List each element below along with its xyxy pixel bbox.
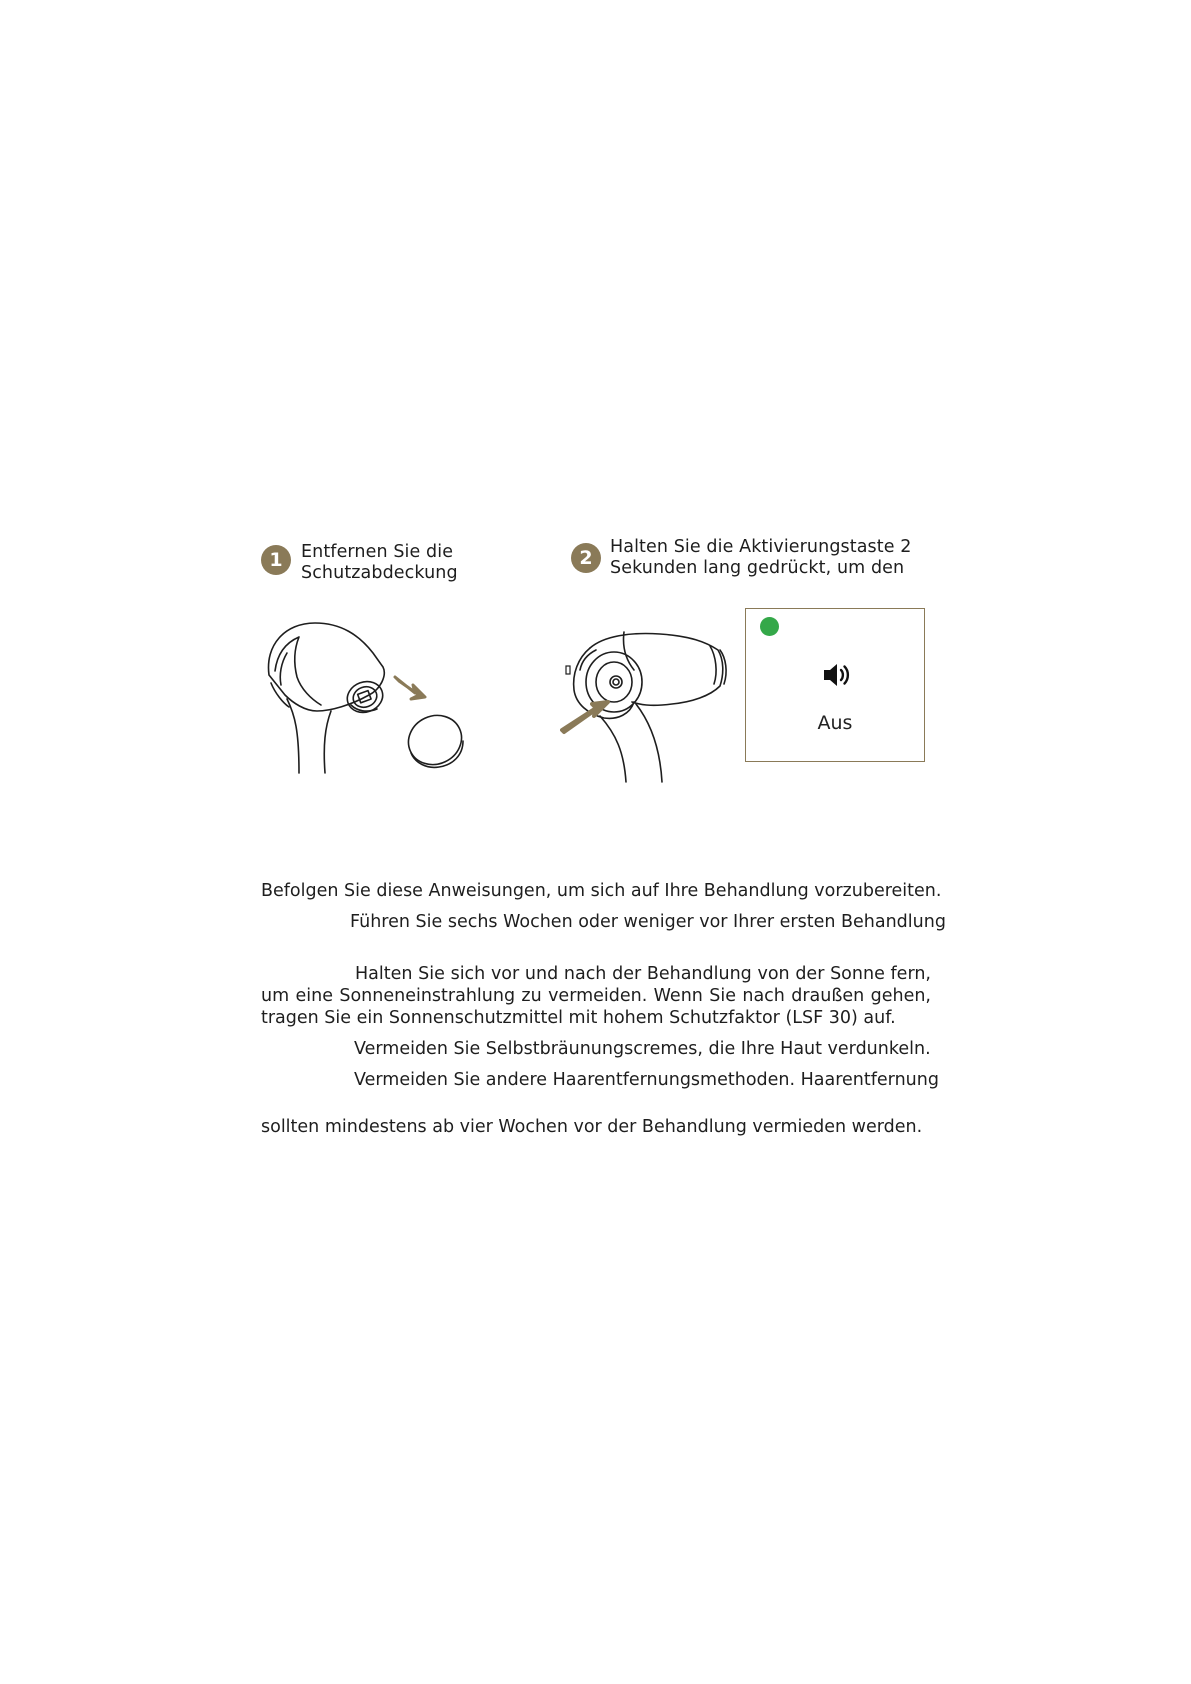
instruction-item-2-line-1: Halten Sie sich vor und nach der Behandlung von der Sonne fern,: [355, 964, 931, 984]
arrow-icon: [395, 677, 425, 699]
step-1-text: [301, 542, 458, 584]
step-2-text: [610, 537, 911, 579]
instruction-item-3: Vermeiden Sie Selbstbräunungscremes, die Ihre Haut verdunkeln.: [354, 1039, 931, 1059]
instruction-item-2-line-2: um eine Sonneneinstrahlung zu vermeiden. Wenn Sie nach draußen gehen,: [261, 986, 931, 1006]
status-indicator-dot: [760, 617, 779, 636]
status-panel: [745, 608, 925, 762]
step-1-line-1: Entfernen Sie die: [301, 542, 454, 562]
step-2-line-1: Halten Sie die Aktivierungstaste 2: [610, 537, 912, 557]
step-1-line-2: Schutzabdeckung: [301, 563, 458, 583]
instruction-item-2-line-3: tragen Sie ein Sonnenschutzmittel mit hohem Schutzfaktor (LSF 30) auf.: [261, 1008, 896, 1028]
speaker-icon: [822, 661, 854, 689]
step-2-line-2: Sekunden lang gedrückt, um den: [610, 558, 905, 578]
step-1-badge: 1: [261, 545, 291, 575]
status-label: Aus: [817, 712, 853, 734]
instruction-item-4: Vermeiden Sie andere Haarentfernungsmethoden. Haarentfernung: [354, 1070, 939, 1090]
device-activation-illustration: [560, 630, 740, 785]
instruction-item-1: Führen Sie sechs Wochen oder weniger vor Ihrer ersten Behandlung: [350, 912, 946, 932]
device-cap-removal-illustration: [255, 615, 485, 775]
step-2-badge: 2: [571, 543, 601, 573]
instruction-item-4-continuation: sollten mindestens ab vier Wochen vor der Behandlung vermieden werden.: [261, 1117, 923, 1137]
instructions-intro: Befolgen Sie diese Anweisungen, um sich auf Ihre Behandlung vorzubereiten.: [261, 881, 942, 901]
